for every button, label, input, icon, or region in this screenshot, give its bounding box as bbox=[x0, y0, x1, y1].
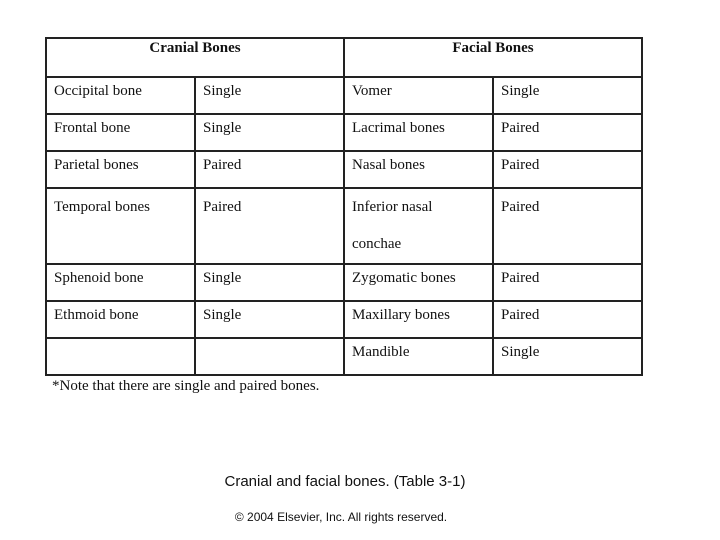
cranial-bone-name: Temporal bones bbox=[46, 188, 195, 264]
facial-bone-type: Paired bbox=[493, 188, 642, 264]
cranial-bone-type: Paired bbox=[195, 188, 344, 264]
table-row bbox=[46, 77, 642, 114]
cranial-bone-name: Occipital bone bbox=[46, 77, 195, 114]
facial-bone-type: Paired bbox=[493, 151, 642, 188]
bones-table bbox=[45, 37, 643, 376]
copyright-notice: © 2004 Elsevier, Inc. All rights reserved. bbox=[234, 510, 448, 524]
cranial-bone-type: Single bbox=[195, 264, 344, 301]
cranial-bone-name bbox=[46, 338, 195, 375]
table-row bbox=[46, 338, 642, 375]
table-row bbox=[46, 188, 642, 264]
header-cranial-bones: Cranial Bones bbox=[46, 38, 344, 77]
facial-bone-type: Paired bbox=[493, 301, 642, 338]
facial-bone-name: Nasal bones bbox=[344, 151, 493, 188]
cranial-bone-name: Ethmoid bone bbox=[46, 301, 195, 338]
facial-bone-type: Paired bbox=[493, 264, 642, 301]
table-row bbox=[46, 264, 642, 301]
cranial-bone-type: Single bbox=[195, 77, 344, 114]
facial-bone-name: Lacrimal bones bbox=[344, 114, 493, 151]
table-row bbox=[46, 151, 642, 188]
figure-caption: Cranial and facial bones. (Table 3-1) bbox=[224, 473, 466, 490]
cranial-bone-name: Sphenoid bone bbox=[46, 264, 195, 301]
cranial-bone-type bbox=[195, 338, 344, 375]
header-facial-bones: Facial Bones bbox=[344, 38, 642, 77]
facial-bone-type: Single bbox=[493, 77, 642, 114]
facial-bone-name: Mandible bbox=[344, 338, 493, 375]
facial-bone-name: Vomer bbox=[344, 77, 493, 114]
cranial-bone-type: Single bbox=[195, 301, 344, 338]
facial-bone-name: Inferior nasal conchae bbox=[344, 188, 493, 264]
table-row bbox=[46, 114, 642, 151]
table-header-row bbox=[46, 38, 642, 77]
cranial-bone-type: Single bbox=[195, 114, 344, 151]
cranial-bone-name: Parietal bones bbox=[46, 151, 195, 188]
table-footnote: *Note that there are single and paired bones. bbox=[52, 378, 320, 394]
table-row bbox=[46, 301, 642, 338]
facial-bone-name: Maxillary bones bbox=[344, 301, 493, 338]
facial-bone-name: Zygomatic bones bbox=[344, 264, 493, 301]
cranial-bone-name: Frontal bone bbox=[46, 114, 195, 151]
cranial-bone-type: Paired bbox=[195, 151, 344, 188]
facial-bone-type: Single bbox=[493, 338, 642, 375]
facial-bone-type: Paired bbox=[493, 114, 642, 151]
